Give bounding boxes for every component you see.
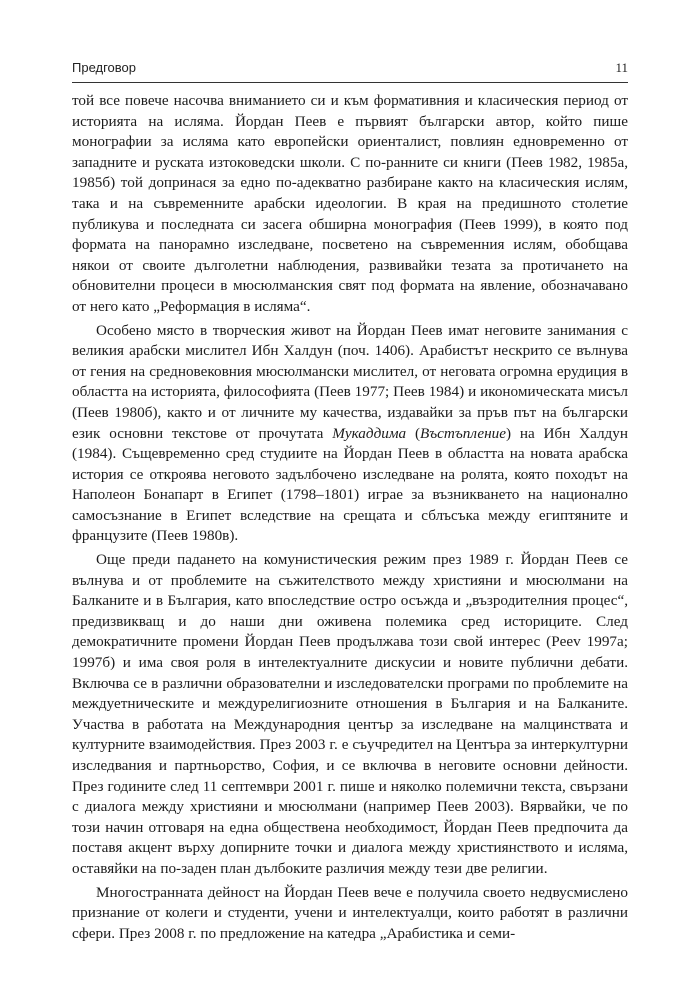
paragraph-text: Особено място в творческия живот на Йордан Пеев имат неговите занимания с великия арабски мислител Ибн Халдун (поч. 1406). Арабистът нескрито се вълнува от гения на средновековния мюсюлмански мислител, от неговата огромна ерудиция в областта на историята, философията (Пеев 1977; Пеев 1984) и икономическата мисъл (Пеев 1980б), както и от личните му качества, издавайки за пръв път на български език основни текстове от прочутата bbox=[72, 321, 628, 442]
running-header bbox=[72, 60, 628, 83]
paragraph bbox=[72, 91, 628, 318]
paragraph-text: той все повече насочва вниманието си и към формативния и класическия период от историята на исляма. Йордан Пеев е първият български автор, който пише монографии за исляма като европейски ориенталист, повлиян едновременно от западните и руската изтоковедски школи. С по-ранните си книги (Пеев 1982, 1985а, 1985б) той допринася за едно по-адекватно разбиране както на класическия ислям, така и на съвременните арабски идеологии. В края на предишното столетие публикува и последната си засега обширна монография (Пеев 1999), в която под формата на панорамно изследване, посветено на съвременния ислям, обобщава някои от своите дълголетни наблюдения, развивайки тезата за протичането на обновителни процеси в мюсюлманския свят под формата на явление, обозначавано от него като „Реформация в исляма“. bbox=[72, 92, 628, 315]
paragraph bbox=[72, 321, 628, 548]
page-number: 11 bbox=[615, 60, 628, 75]
book-page bbox=[72, 60, 628, 947]
body-text bbox=[72, 91, 628, 944]
paragraph-text: ) на Ибн Халдун (1984). Същевременно сред студиите на Йордан Пеев в областта на новата арабска история се откроява неговото задълбочено изследване на ролята, която походът на Наполеон Бонапарт в Египет (1798–1801) играе за възникването на национално самосъзнание в Египет вследствие на срещата и сблъсъка между египтяните и французите (Пеев 1980в). bbox=[72, 424, 628, 545]
paragraph-text: Още преди падането на комунистическия режим през 1989 г. Йордан Пеев се вълнува и от проблемите на съжителството между християни и мюсюлмани на Балканите и в България, като впоследствие остро осъжда и „възродителния процес“, предизвикващ и до наши дни оживена полемика сред историците. След демократичните промени Йордан Пеев продължава този свой интерес (Peev 1997а; 1997б) и има своя роля в интелектуалните дискусии и новите публични дебати. Включва се в различни образователни и изследователски програми по проблемите на междуетническите и междурелигиозните отношения в България и на Балканите. Участва в работата на Международния център за изследване на малцинствата и културните взаимодействия. През 2003 г. е съучредител на Центъра за интеркултурни изследвания и партньорство, София, и се включва в неговите основни дейности. През годините след 11 септември 2001 г. пише и няколко полемични текста, свързани с диалога между християни и мюсюлмани (например Пеев 2003). Вярвайки, че по този начин отговаря на една обществена необходимост, Йордан Пеев предпочита да поставя акцент върху допирните точки и диалога между християнството и исляма, оставяйки на по-заден план дълбоките различия между тези две религии. bbox=[72, 551, 628, 877]
italic-title: Мукаддима bbox=[332, 424, 407, 442]
italic-title: Въстъпление bbox=[420, 424, 506, 442]
paragraph bbox=[72, 550, 628, 880]
paragraph-text: ( bbox=[406, 424, 421, 442]
section-title: Предговор bbox=[72, 60, 137, 75]
paragraph bbox=[72, 883, 628, 945]
paragraph-text: Многостранната дейност на Йордан Пеев вече е получила своето недвусмислено признание от колеги и студенти, учени и интелектуалци, които работят в различни сфери. През 2008 г. по предложение на катедра „Арабистика и семи- bbox=[72, 883, 628, 942]
